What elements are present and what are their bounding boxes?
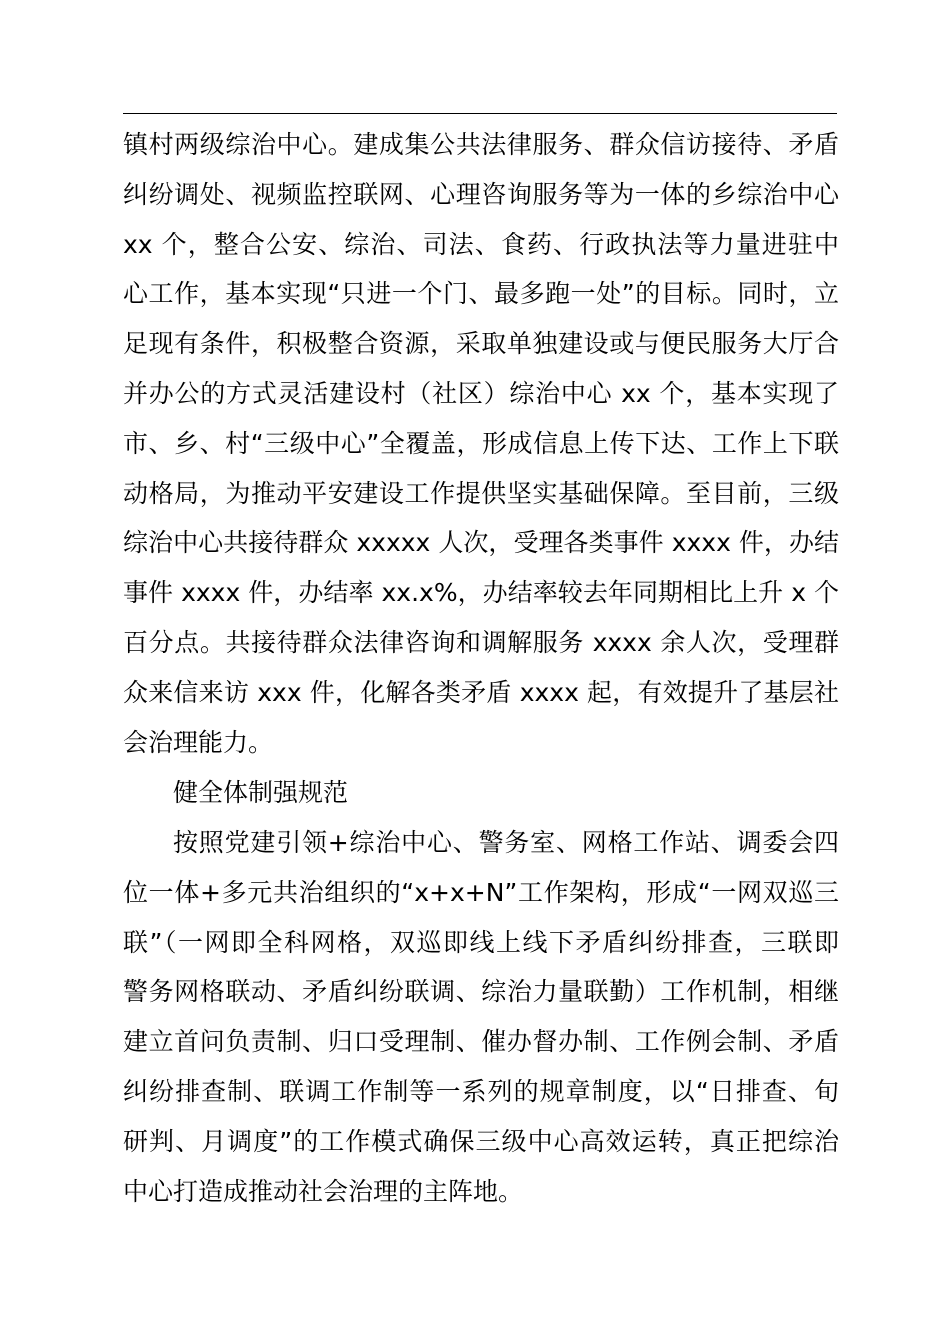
paragraph-line: 位一体+多元共治组织的“x+x+N”工作架构，形成“一网双巡三 — [123, 877, 839, 907]
paragraph-line: 研判、月调度”的工作模式确保三级中心高效运转，真正把综治 — [123, 1126, 839, 1156]
paragraph-line: 百分点。共接待群众法律咨询和调解服务 xxxx 余人次，受理群 — [123, 627, 839, 657]
header-rule — [123, 113, 837, 114]
paragraph-line: 警务网格联动、矛盾纠纷联调、综治力量联勤）工作机制，相继 — [123, 977, 839, 1007]
paragraph-1 — [123, 120, 839, 767]
paragraph-line: 镇村两级综治中心。建成集公共法律服务、群众信访接待、矛盾 — [123, 130, 839, 159]
paragraph-line: 足现有条件，积极整合资源，采取单独建设或与便民服务大厅合 — [123, 329, 839, 359]
section-heading — [123, 768, 839, 818]
paragraph-2 — [123, 818, 839, 1216]
paragraph-line: xx 个，整合公安、综治、司法、食药、行政执法等力量进驻中 — [123, 229, 839, 259]
paragraph-line: 中心打造成推动社会治理的主阵地。 — [123, 1176, 524, 1206]
paragraph-line: 动格局，为推动平安建设工作提供坚实基础保障。至目前，三级 — [123, 478, 839, 508]
paragraph-line: 市、乡、村“三级中心”全覆盖，形成信息上传下达、工作上下联 — [123, 428, 839, 458]
paragraph-line: 心工作，基本实现“只进一个门、最多跑一处”的目标。同时，立 — [123, 279, 839, 309]
paragraph-line: 按照党建引领+综治中心、警务室、网格工作站、调委会四 — [173, 828, 839, 857]
paragraph-line: 会治理能力。 — [123, 727, 274, 757]
paragraph-line: 事件 xxxx 件，办结率 xx.x%，办结率较去年同期相比上升 x 个 — [123, 578, 839, 608]
paragraph-line: 综治中心共接待群众 xxxxx 人次，受理各类事件 xxxx 件，办结 — [123, 528, 839, 558]
paragraph-line: 众来信来访 xxx 件，化解各类矛盾 xxxx 起，有效提升了基层社 — [123, 677, 839, 707]
section-heading-text: 健全体制强规范 — [173, 778, 349, 807]
paragraph-line: 建立首问负责制、归口受理制、催办督办制、工作例会制、矛盾 — [123, 1027, 839, 1057]
paragraph-line: 纠纷排查制、联调工作制等一系列的规章制度，以“日排查、旬 — [123, 1076, 839, 1106]
paragraph-line: 纠纷调处、视频监控联网、心理咨询服务等为一体的乡综治中心 — [123, 179, 839, 209]
paragraph-line: 联”（一网即全科网格，双巡即线上线下矛盾纠纷排查，三联即 — [123, 927, 839, 957]
paragraph-line: 并办公的方式灵活建设村（社区）综治中心 xx 个，基本实现了 — [123, 378, 839, 408]
